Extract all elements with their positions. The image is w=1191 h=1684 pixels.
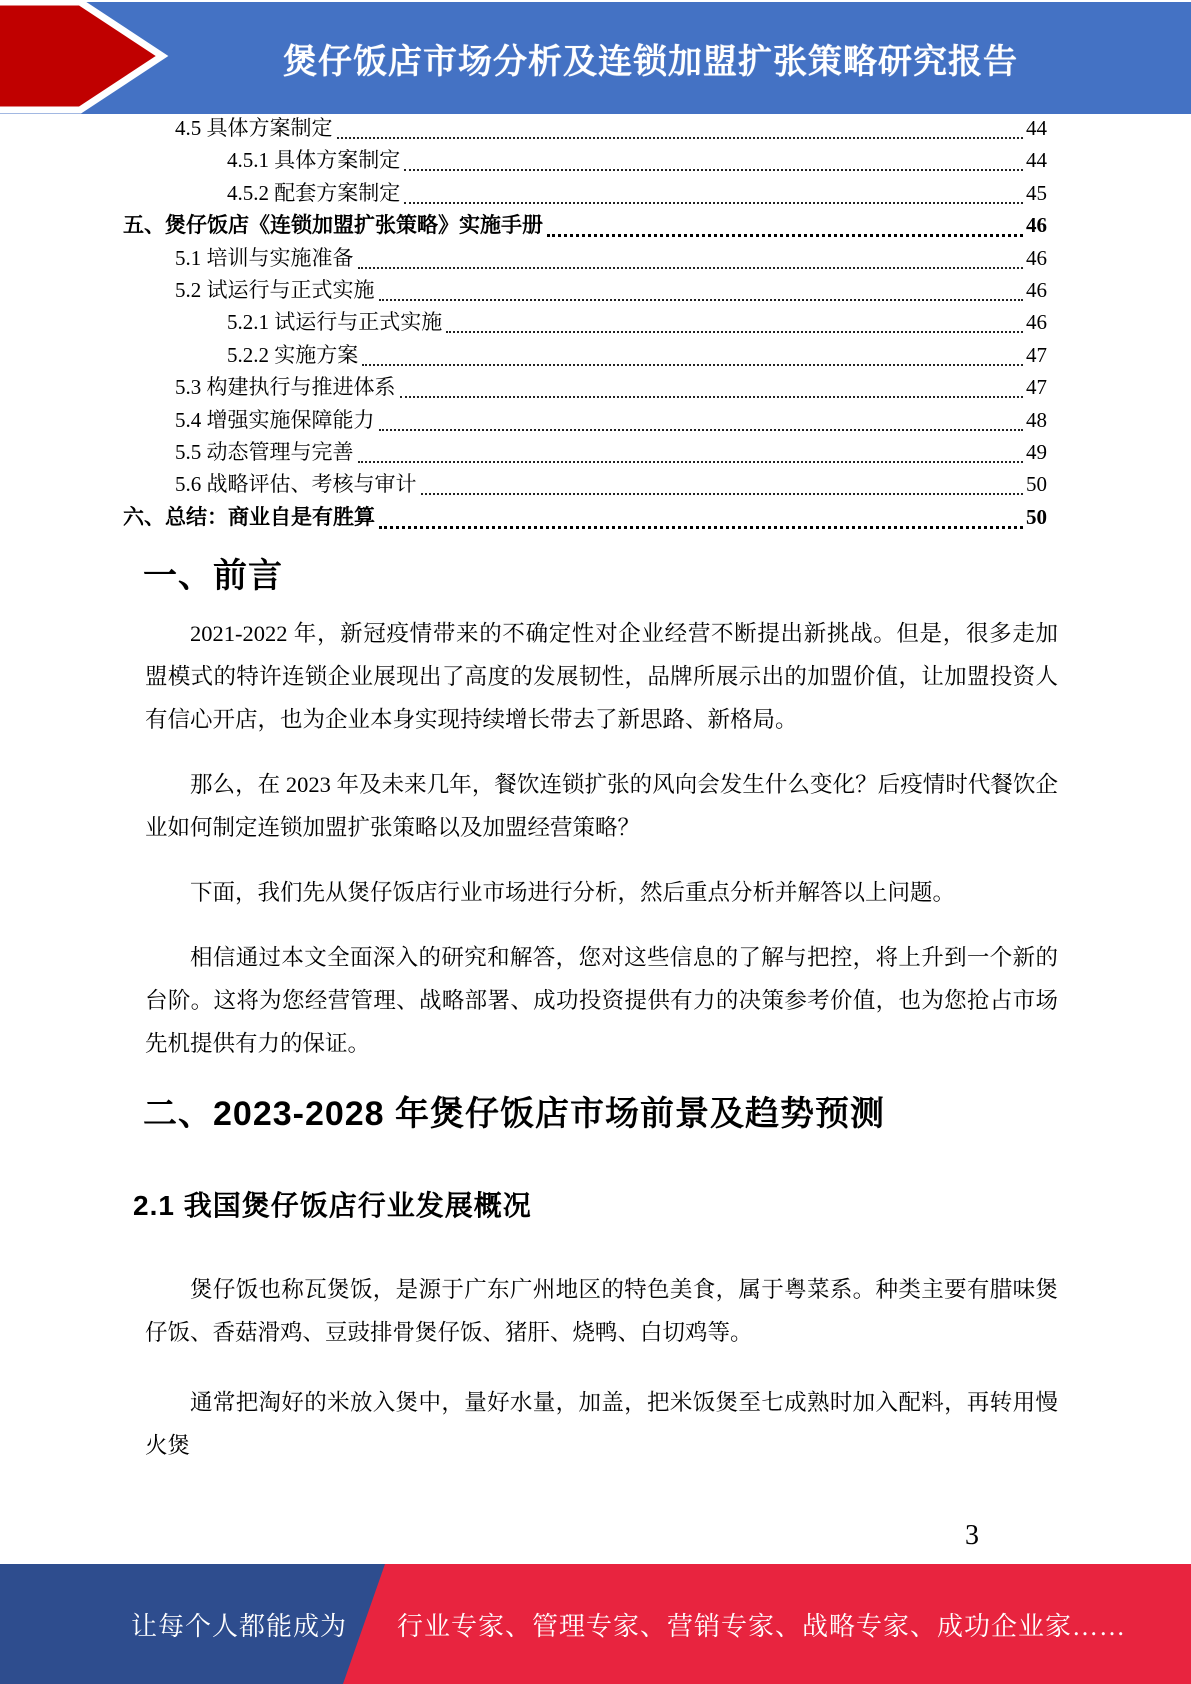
toc-entry-page: 44	[1026, 116, 1047, 140]
toc-entry-label: 5.4 增强实施保障能力	[175, 407, 375, 432]
toc-entry-page: 46	[1026, 310, 1047, 335]
toc-entry-page: 49	[1026, 439, 1047, 464]
toc-entry-label: 4.5.1 具体方案制定	[227, 148, 401, 173]
page-number: 3	[965, 1520, 979, 1551]
toc-entry-page: 44	[1026, 148, 1047, 173]
toc-leader-dots	[404, 144, 1023, 171]
toc-leader-dots	[421, 468, 1024, 495]
toc-entry-page: 47	[1026, 342, 1047, 367]
toc-entry[interactable]	[123, 112, 1047, 144]
toc-entry-label: 5.6 战略评估、考核与审计	[175, 472, 417, 497]
toc-entry-page: 45	[1026, 180, 1047, 205]
toc-entry-page: 46	[1026, 213, 1047, 238]
report-title: 煲仔饭店市场分析及连锁加盟扩张策略研究报告	[283, 42, 1018, 81]
toc-leader-dots	[362, 339, 1023, 366]
toc-entry[interactable]	[123, 436, 1047, 468]
footer-banner	[0, 1564, 1191, 1684]
section-heading-preface: 一、前言	[143, 557, 283, 595]
preface-paragraphs	[145, 612, 1058, 1087]
paragraph: 煲仔饭也称瓦煲饭，是源于广东广州地区的特色美食，属于粤菜系。种类主要有腊味煲仔饭、香菇滑鸡、豆豉排骨煲仔饭、猪肝、烧鸭、白切鸡等。	[145, 1277, 1058, 1345]
toc-entry[interactable]	[123, 339, 1047, 371]
toc-entry-page: 46	[1026, 245, 1047, 270]
toc-entry-label: 5.5 动态管理与完善	[175, 439, 354, 464]
toc-entry-label: 5.2 试运行与正式实施	[175, 277, 375, 302]
footer-slogan-left: 让每个人都能成为	[130, 1611, 347, 1641]
toc-entry-page: 48	[1026, 407, 1047, 432]
paragraph: 2021-2022 年，新冠疫情带来的不确定性对企业经营不断提出新挑战。但是，很多走加盟模式的特许连锁企业展现出了高度的发展韧性，品牌所展示出的加盟价值，让加盟投资人有信心开店，也为企业本身实现持续增长带去了新思路、新格局。	[145, 621, 1058, 732]
paragraph: 下面，我们先从煲仔饭店行业市场进行分析，然后重点分析并解答以上问题。	[190, 880, 956, 905]
toc-entry-label: 4.5 具体方案制定	[175, 116, 333, 140]
paragraph: 那么，在 2023 年及未来几年，餐饮连锁扩张的风向会发生什么变化？后疫情时代餐饮企业如何制定连锁加盟扩张策略以及加盟经营策略？	[145, 772, 1058, 840]
toc-leader-dots	[547, 209, 1023, 237]
toc-entry[interactable]	[123, 306, 1047, 338]
toc-entry-page: 47	[1026, 375, 1047, 400]
toc-leader-dots	[400, 371, 1024, 398]
toc-entry[interactable]	[123, 501, 1047, 533]
toc-entry[interactable]	[123, 144, 1047, 176]
toc-leader-dots	[358, 436, 1024, 463]
toc-leader-dots	[337, 112, 1024, 139]
paragraph: 通常把淘好的米放入煲中，量好水量，加盖，把米饭煲至七成熟时加入配料，再转用慢火煲	[145, 1390, 1058, 1458]
toc-entry[interactable]	[123, 274, 1047, 306]
toc-entry-page: 50	[1026, 504, 1047, 529]
toc-entry[interactable]	[123, 242, 1047, 274]
toc-entry-label: 5.2.2 实施方案	[227, 342, 359, 367]
toc-entry[interactable]	[123, 468, 1047, 500]
toc-entry-page: 46	[1026, 277, 1047, 302]
toc-leader-dots	[379, 501, 1023, 529]
toc-entry[interactable]	[123, 371, 1047, 403]
paragraph: 相信通过本文全面深入的研究和解答，您对这些信息的了解与把控，将上升到一个新的台阶。这将为您经营管理、战略部署、成功投资提供有力的决策参考价值，也为您抢占市场先机提供有力的保证。	[145, 945, 1058, 1056]
footer-slogan-right: 行业专家、管理专家、营销专家、战略专家、成功企业家……	[397, 1611, 1127, 1641]
toc-leader-dots	[379, 274, 1024, 301]
toc-entry-label: 5.2.1 试运行与正式实施	[227, 310, 443, 335]
toc-entry-label: 六、总结：商业自是有胜算	[123, 504, 375, 529]
toc-leader-dots	[446, 306, 1023, 333]
toc-entry-label: 4.5.2 配套方案制定	[227, 180, 401, 205]
toc-entry-label: 5.3 构建执行与推进体系	[175, 375, 396, 400]
table-of-contents	[123, 112, 1047, 533]
toc-leader-dots	[404, 177, 1023, 204]
toc-entry-page: 50	[1026, 472, 1047, 497]
toc-entry-label: 5.1 培训与实施准备	[175, 245, 354, 270]
toc-leader-dots	[379, 404, 1024, 431]
toc-entry[interactable]	[123, 209, 1047, 241]
toc-leader-dots	[358, 242, 1024, 269]
toc-entry-label: 五、煲仔饭店《连锁加盟扩张策略》实施手册	[123, 213, 543, 238]
toc-entry[interactable]	[123, 404, 1047, 436]
overview-paragraphs	[145, 1268, 1058, 1494]
subsection-heading-overview: 2.1 我国煲仔饭店行业发展概况	[133, 1190, 532, 1221]
section-heading-market: 二、2023-2028 年煲仔饭店市场前景及趋势预测	[143, 1095, 886, 1133]
toc-entry[interactable]	[123, 177, 1047, 209]
